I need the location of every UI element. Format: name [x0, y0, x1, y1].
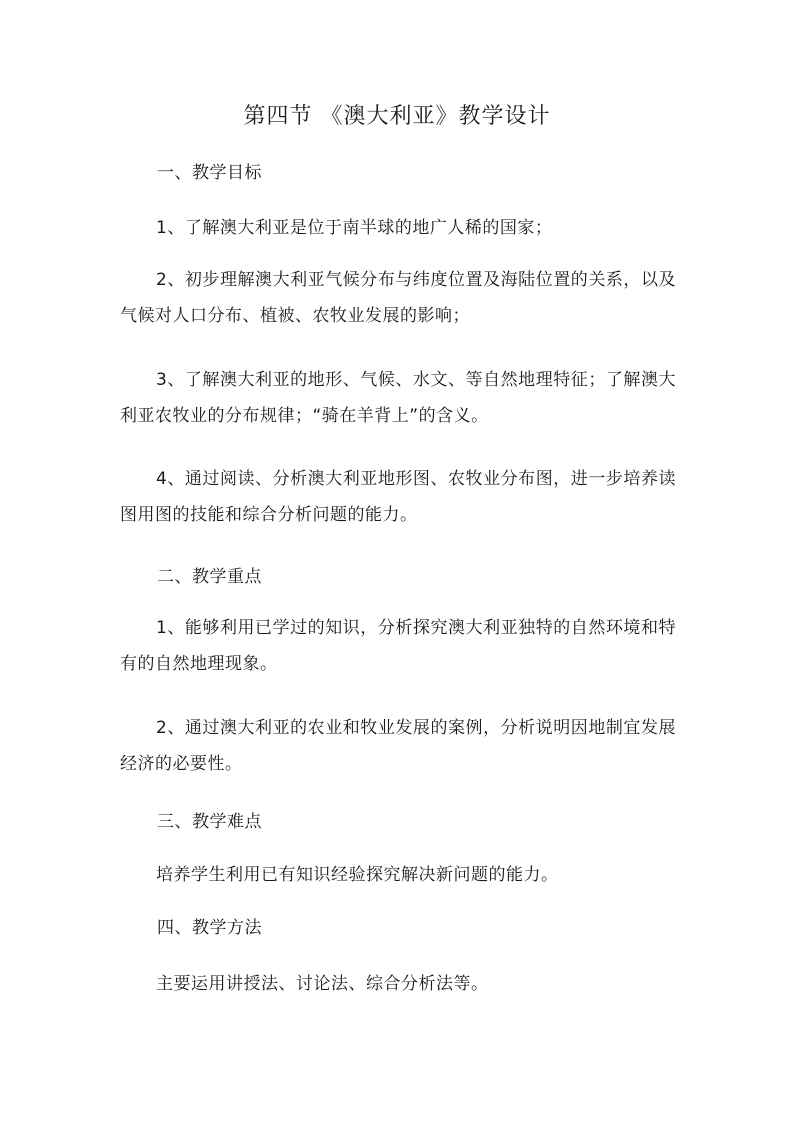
difficulty-item-1: 培养学生利用已有知识经验探究解决新问题的能力。	[156, 865, 559, 885]
key-point-item-1: 1、能够利用已学过的知识，分析探究澳大利亚独特的自然环境和特有的自然地理现象。	[120, 618, 676, 674]
document-title: 第四节 《澳大利亚》教学设计	[243, 104, 551, 129]
key-point-item-2: 2、通过澳大利亚的农业和牧业发展的案例，分析说明因地制宜发展经济的必要性。	[120, 718, 676, 774]
section-heading-key-points: 二、教学重点	[157, 567, 262, 587]
objective-item-4: 4、通过阅读、分析澳大利亚地形图、农牧业分布图，进一步培养读图用图的技能和综合分析问题的能力。	[120, 469, 676, 525]
section-heading-difficulties: 三、教学难点	[157, 812, 262, 832]
objective-item-3: 3、了解澳大利亚的地形、气候、水文、等自然地理特征；了解澳大利亚农牧业的分布规律；“骑在羊背上”的含义。	[120, 370, 676, 426]
section-heading-methods: 四、教学方法	[157, 918, 262, 938]
objective-item-2: 2、初步理解澳大利亚气候分布与纬度位置及海陆位置的关系，以及气候对人口分布、植被、农牧业发展的影响；	[120, 270, 676, 326]
section-heading-objectives: 一、教学目标	[157, 163, 262, 183]
method-item-1: 主要运用讲授法、讨论法、综合分析法等。	[156, 974, 489, 994]
objective-item-1: 1、了解澳大利亚是位于南半球的地广人稀的国家；	[156, 218, 553, 238]
